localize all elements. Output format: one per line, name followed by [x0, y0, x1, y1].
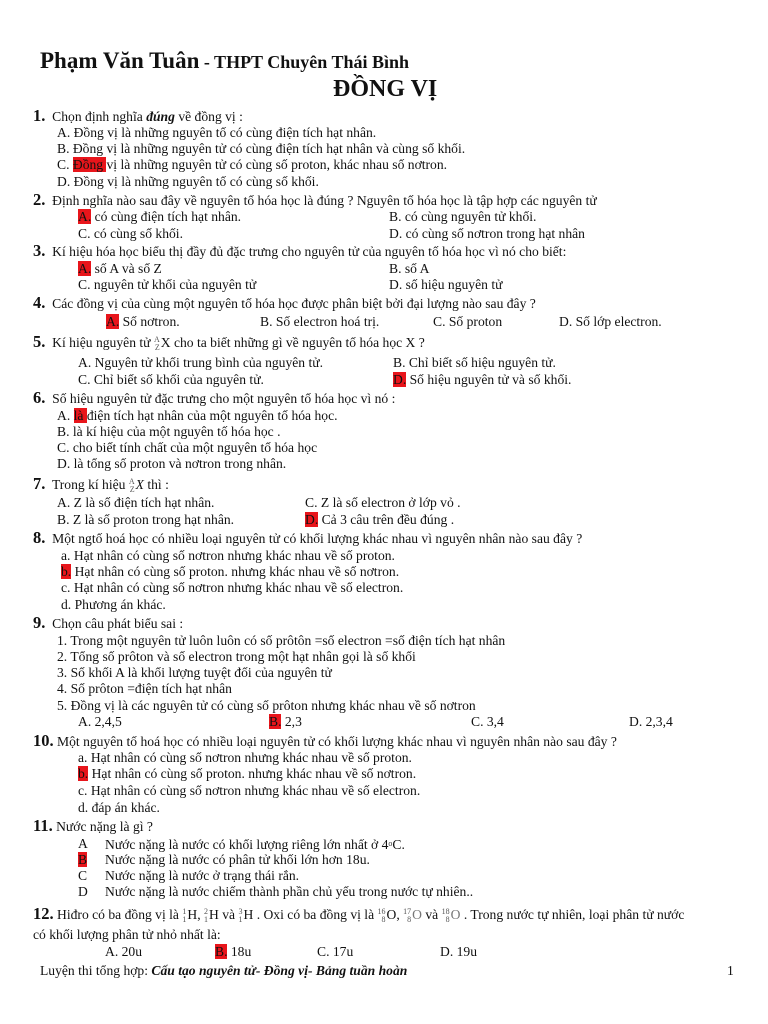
option-answer: [78, 852, 87, 868]
school-name: - THPT Chuyên Thái Bình: [199, 52, 409, 72]
question-text: . Trong nước tự nhiên, loại phân tử nước: [460, 907, 685, 922]
question-12: [33, 906, 684, 924]
option: A. Nguyên tử khối trung bình của nguyên tử.: [78, 355, 324, 370]
question-number: 11.: [33, 816, 53, 835]
option: A. 20u: [105, 944, 143, 959]
mass-number: 1: [182, 907, 187, 916]
option: C. Số proton: [433, 314, 503, 329]
question-text: Kí hiệu hóa học biểu thị đầy đủ đặc trưng cho nguyên tử của nguyên tố hóa học vì nó cho biết:: [52, 244, 567, 259]
degree-mark: o: [388, 839, 393, 848]
element-symbol: X: [135, 477, 144, 492]
option: B. Đồng vị là những nguyên tử có cùng điện tích hạt nhân và cùng số khối.: [57, 141, 466, 156]
separator: ,: [197, 907, 204, 922]
question-number: 1.: [33, 106, 46, 125]
question-number: 2.: [33, 190, 46, 209]
question-number: 12.: [33, 904, 54, 923]
option-answer: [305, 512, 454, 528]
question-number: 6.: [33, 388, 46, 407]
element-symbol: O: [386, 907, 397, 922]
option-text: 2,3: [281, 714, 302, 729]
option: C. 17u: [317, 944, 354, 959]
mass-number: 18: [441, 907, 450, 916]
element-symbol: H: [209, 907, 219, 922]
answer-highlight: B: [78, 852, 88, 867]
question-number: 5.: [33, 332, 46, 351]
option-answer: [57, 157, 447, 173]
element-symbol: O: [450, 907, 461, 922]
option: D. là tổng số proton và nơtron trong nhân.: [57, 456, 287, 471]
question-text: Chọn câu phát biểu sai :: [52, 616, 184, 631]
isotope-notation: [204, 908, 208, 924]
atomic-number: 1: [182, 915, 187, 924]
option-answer: [78, 766, 416, 782]
option-text: Nước nặng là nước chiếm thành phần chủ yếu trong nước tự nhiên..: [105, 884, 474, 899]
isotope-notation: [442, 908, 450, 924]
footer-label: Luyện thi tổng hợp:: [40, 963, 152, 978]
option-letter: A: [78, 836, 88, 851]
question-text: về đồng vị :: [174, 109, 243, 124]
option-answer: [106, 314, 180, 330]
option: C. Z là số electron ở lớp vỏ .: [305, 495, 461, 510]
option-text: [105, 836, 405, 853]
question-number: 7.: [33, 474, 46, 493]
option: A. Z là số điện tích hạt nhân.: [57, 495, 215, 510]
answer-highlight: D.: [305, 512, 319, 527]
option: C. 3,4: [471, 714, 504, 729]
isotope-notation: [238, 908, 242, 924]
question-number: 3.: [33, 241, 46, 260]
question-text: . Oxi có ba đồng vị là: [253, 907, 378, 922]
separator: và: [218, 907, 239, 922]
element-symbol: X: [160, 335, 171, 350]
option: d. Phương án khác.: [61, 597, 166, 612]
question-10: [33, 733, 617, 750]
option-text: Cả 3 câu trên đều đúng .: [318, 512, 455, 527]
statement-item: 2. Tổng số prôton và số electron trong một hạt nhân gọi là số khối: [57, 649, 416, 664]
isotope-notation: [129, 478, 135, 494]
option-letter: D: [78, 884, 88, 899]
statement-item: 1. Trong một nguyên tử luôn luôn có số prôtôn =số electron =số điện tích hạt nhân: [57, 633, 506, 648]
option: B. Z là số proton trong hạt nhân.: [57, 512, 235, 527]
mass-number: A: [153, 335, 160, 344]
question-text: Nước nặng là gì ?: [52, 819, 153, 834]
option: a. Hạt nhân có cùng số nơtron nhưng khác nhau về số proton.: [61, 548, 395, 563]
option: D. Đồng vị là những nguyên tố có cùng số khối.: [57, 174, 319, 189]
question-text: Trong kí hiệu: [51, 477, 129, 492]
question-text: Số hiệu nguyên tử đặc trưng cho một nguyên tố hóa học vì nó :: [52, 391, 396, 406]
element-symbol: H: [243, 907, 254, 922]
option-answer: [78, 261, 162, 277]
option: C. Chỉ biết số khối của nguyên tử.: [78, 372, 264, 387]
atomic-number: 8: [407, 915, 412, 924]
answer-highlight: b.: [61, 564, 72, 579]
option-text: số A và số Z: [91, 261, 162, 276]
option: c. Hạt nhân có cùng số nơtron nhưng khác nhau về số electron.: [78, 783, 421, 798]
answer-highlight: B.: [215, 944, 228, 959]
question-8: [33, 530, 582, 547]
option: B. số A: [389, 261, 430, 276]
question-6: [33, 390, 395, 407]
question-text-continued: có khối lượng phân tử nhỏ nhất là:: [33, 927, 221, 942]
footer-topic: Cấu tạo nguyên tử- Đồng vị- Bảng tuần hoàn: [151, 963, 408, 978]
option: C. có cùng số khối.: [78, 226, 183, 241]
question-text: Kí hiệu nguyên tử: [52, 335, 154, 350]
atomic-number: 8: [445, 915, 450, 924]
option-answer: [269, 714, 302, 730]
mass-number: 16: [377, 907, 386, 916]
question-text: Một ngtố hoá học có nhiều loại nguyên tử có khối lượng khác nhau vì nguyên nhân nào sau đây ?: [52, 531, 583, 546]
atomic-number: 1: [238, 915, 243, 924]
statement-item: 4. Số prôton =điện tích hạt nhân: [57, 681, 232, 696]
option: D. 19u: [440, 944, 478, 959]
isotope-notation: [378, 908, 386, 924]
option-text: điện tích hạt nhân của một nguyên tố hóa học.: [86, 408, 338, 423]
element-symbol: O: [412, 907, 422, 922]
option-text: có cùng điện tích hạt nhân.: [91, 209, 242, 224]
statement-item: 3. Số khối A là khối lượng tuyệt đối của nguyên tử: [57, 665, 332, 680]
option: B. là kí hiệu của một nguyên tố hóa học .: [57, 424, 281, 439]
option-letter: A.: [57, 408, 74, 423]
option-text: Nước nặng là nước ở trạng thái rắn.: [105, 868, 300, 883]
answer-highlight: A.: [106, 314, 120, 329]
separator: ,: [396, 907, 404, 922]
atomic-number: 8: [381, 915, 386, 924]
option-answer: [61, 564, 399, 580]
answer-highlight: A.: [78, 209, 92, 224]
atomic-number: Z: [154, 343, 160, 352]
answer-highlight: D.: [393, 372, 407, 387]
option-answer: [393, 372, 571, 388]
question-4: [33, 295, 536, 312]
option: [78, 836, 88, 852]
question-text: Chọn định nghĩa: [52, 109, 147, 124]
author-line: [40, 48, 409, 74]
question-3: [33, 243, 566, 260]
emphasis: đúng: [146, 109, 175, 124]
question-text: Định nghĩa nào sau đây về nguyên tố hóa học là đúng ? Nguyên tố hóa học là tập hợp các nguyên tử: [52, 193, 597, 208]
option-text: Nước nặng là nước có phân tử khối lớn hơn 18u.: [105, 852, 370, 867]
question-text: thì :: [143, 477, 169, 492]
answer-highlight: A.: [78, 261, 92, 276]
option: d. đáp án khác.: [78, 800, 160, 815]
statement-item: 5. Đồng vị là các nguyên tử có cùng số prôton nhưng khác nhau về số nơtron: [57, 698, 476, 713]
question-number: 10.: [33, 731, 54, 750]
question-11: [33, 818, 153, 835]
option-text: vị là những nguyên tử có cùng số proton, khác nhau số nơtron.: [106, 157, 448, 172]
question-text: Một nguyên tố hoá học có nhiều loại nguyên tử có khối lượng khác nhau vì nguyên nhân nào sau đây ?: [53, 734, 617, 749]
option-text-main: Nước nặng là nước có khối lượng riêng lớn nhất ở 4: [105, 837, 389, 852]
answer-highlight: là: [73, 408, 87, 423]
option-answer: [215, 944, 251, 960]
option-text: Số nơtron.: [119, 314, 180, 329]
option-answer: [78, 209, 241, 225]
option-text: 18u: [227, 944, 252, 959]
option: A. Đồng vị là những nguyên tố có cùng điện tích hạt nhân.: [57, 125, 377, 140]
question-text: cho ta biết những gì về nguyên tố hóa học X ?: [170, 335, 425, 350]
option: a. Hạt nhân có cùng số nơtron nhưng khác nhau về số proton.: [78, 750, 412, 765]
author-name: Phạm Văn Tuân: [40, 48, 200, 73]
question-2: [33, 192, 597, 209]
option-letter: C.: [57, 157, 73, 172]
page-title: ĐỒNG VỊ: [333, 76, 438, 102]
option-answer: [57, 408, 338, 424]
option-text-tail: C.: [392, 837, 405, 852]
separator: và: [421, 907, 442, 922]
option: C. cho biết tính chất của một nguyên tố hóa học: [57, 440, 318, 455]
question-number: 9.: [33, 613, 46, 632]
option: D. Số lớp electron.: [559, 314, 662, 329]
option: D. số hiệu nguyên tử: [389, 277, 503, 292]
mass-number: 3: [238, 907, 243, 916]
option-letter: C: [78, 868, 88, 883]
option: c. Hạt nhân có cùng số nơtron nhưng khác nhau về số electron.: [61, 580, 404, 595]
question-text: Hiđro có ba đồng vị là: [53, 907, 183, 922]
option-text: Hạt nhân có cùng số proton. nhưng khác nhau về số nơtron.: [88, 766, 417, 781]
isotope-notation: [403, 908, 411, 924]
answer-highlight: b.: [78, 766, 89, 781]
element-symbol: H: [187, 907, 198, 922]
option: D. 2,3,4: [629, 714, 673, 729]
mass-number: 2: [204, 907, 208, 916]
footer: [40, 963, 407, 979]
atomic-number: 1: [204, 915, 208, 924]
question-text: Các đồng vị của cùng một nguyên tố hóa học được phân biệt bởi đại lượng nào sau đây ?: [52, 296, 536, 311]
question-7: [33, 476, 169, 494]
option-text: Số hiệu nguyên tử và số khối.: [406, 372, 572, 387]
atomic-number: Z: [129, 485, 135, 494]
answer-highlight: B.: [269, 714, 282, 729]
option: B. Số electron hoá trị.: [260, 314, 380, 329]
question-9: [33, 615, 183, 632]
question-5: [33, 334, 425, 352]
option: B. Chỉ biết số hiệu nguyên tử.: [393, 355, 556, 370]
question-number: 8.: [33, 528, 46, 547]
option: B. có cùng nguyên tử khối.: [389, 209, 537, 224]
isotope-notation: [154, 336, 160, 352]
answer-highlight: Đồng: [72, 157, 107, 172]
option-text: Hạt nhân có cùng số proton. nhưng khác nhau về số nơtron.: [71, 564, 400, 579]
option: A. 2,4,5: [78, 714, 122, 729]
option: D. có cùng số nơtron trong hạt nhân: [389, 226, 585, 241]
isotope-notation: [182, 908, 186, 924]
option: C. nguyên tử khối của nguyên tử: [78, 277, 257, 292]
mass-number: A: [128, 477, 135, 486]
question-1: [33, 108, 243, 125]
question-number: 4.: [33, 293, 46, 312]
mass-number: 17: [403, 907, 412, 916]
page-number: 1: [727, 963, 734, 978]
